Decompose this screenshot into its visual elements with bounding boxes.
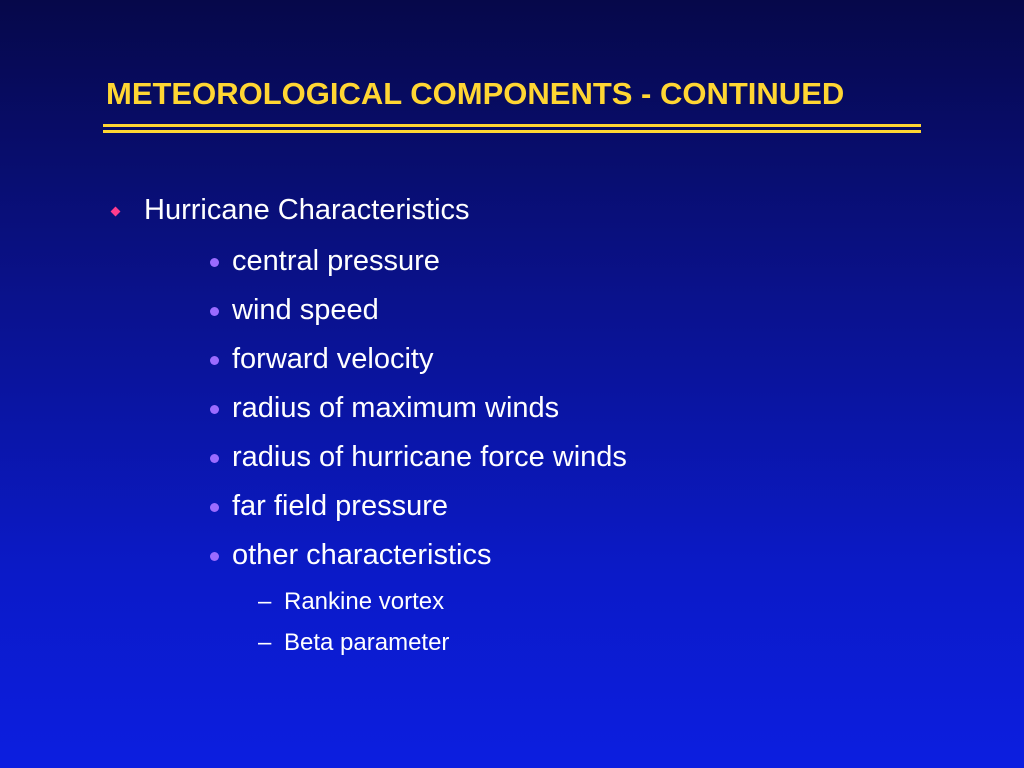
sub-bullet-text: radius of hurricane force winds	[232, 441, 627, 473]
main-bullet-text: Hurricane Characteristics	[144, 194, 470, 226]
sub-bullet-text: other characteristics	[232, 539, 492, 571]
sub-bullet-text: central pressure	[232, 245, 440, 277]
dot-bullet-icon	[210, 454, 219, 463]
sub-sub-bullet-text: Beta parameter	[284, 629, 450, 656]
dot-bullet-icon	[210, 503, 219, 512]
dash-bullet-icon: –	[258, 629, 272, 656]
title-underline-bottom	[103, 130, 921, 133]
sub-bullet-text: radius of maximum winds	[232, 392, 560, 424]
slide-title: METEOROLOGICAL COMPONENTS - CONTINUED	[106, 76, 845, 111]
diamond-bullet-icon	[111, 207, 121, 217]
sub-bullet-text: far field pressure	[232, 490, 448, 522]
dash-bullet-icon: –	[258, 588, 272, 615]
dot-bullet-icon	[210, 405, 219, 414]
dot-bullet-icon	[210, 552, 219, 561]
dot-bullet-icon	[210, 258, 219, 267]
sub-sub-bullet-text: Rankine vortex	[284, 588, 445, 615]
sub-bullet-text: forward velocity	[232, 343, 434, 375]
dot-bullet-icon	[210, 307, 219, 316]
title-underline-top	[103, 124, 921, 127]
sub-bullet-text: wind speed	[232, 294, 379, 326]
dot-bullet-icon	[210, 356, 219, 365]
